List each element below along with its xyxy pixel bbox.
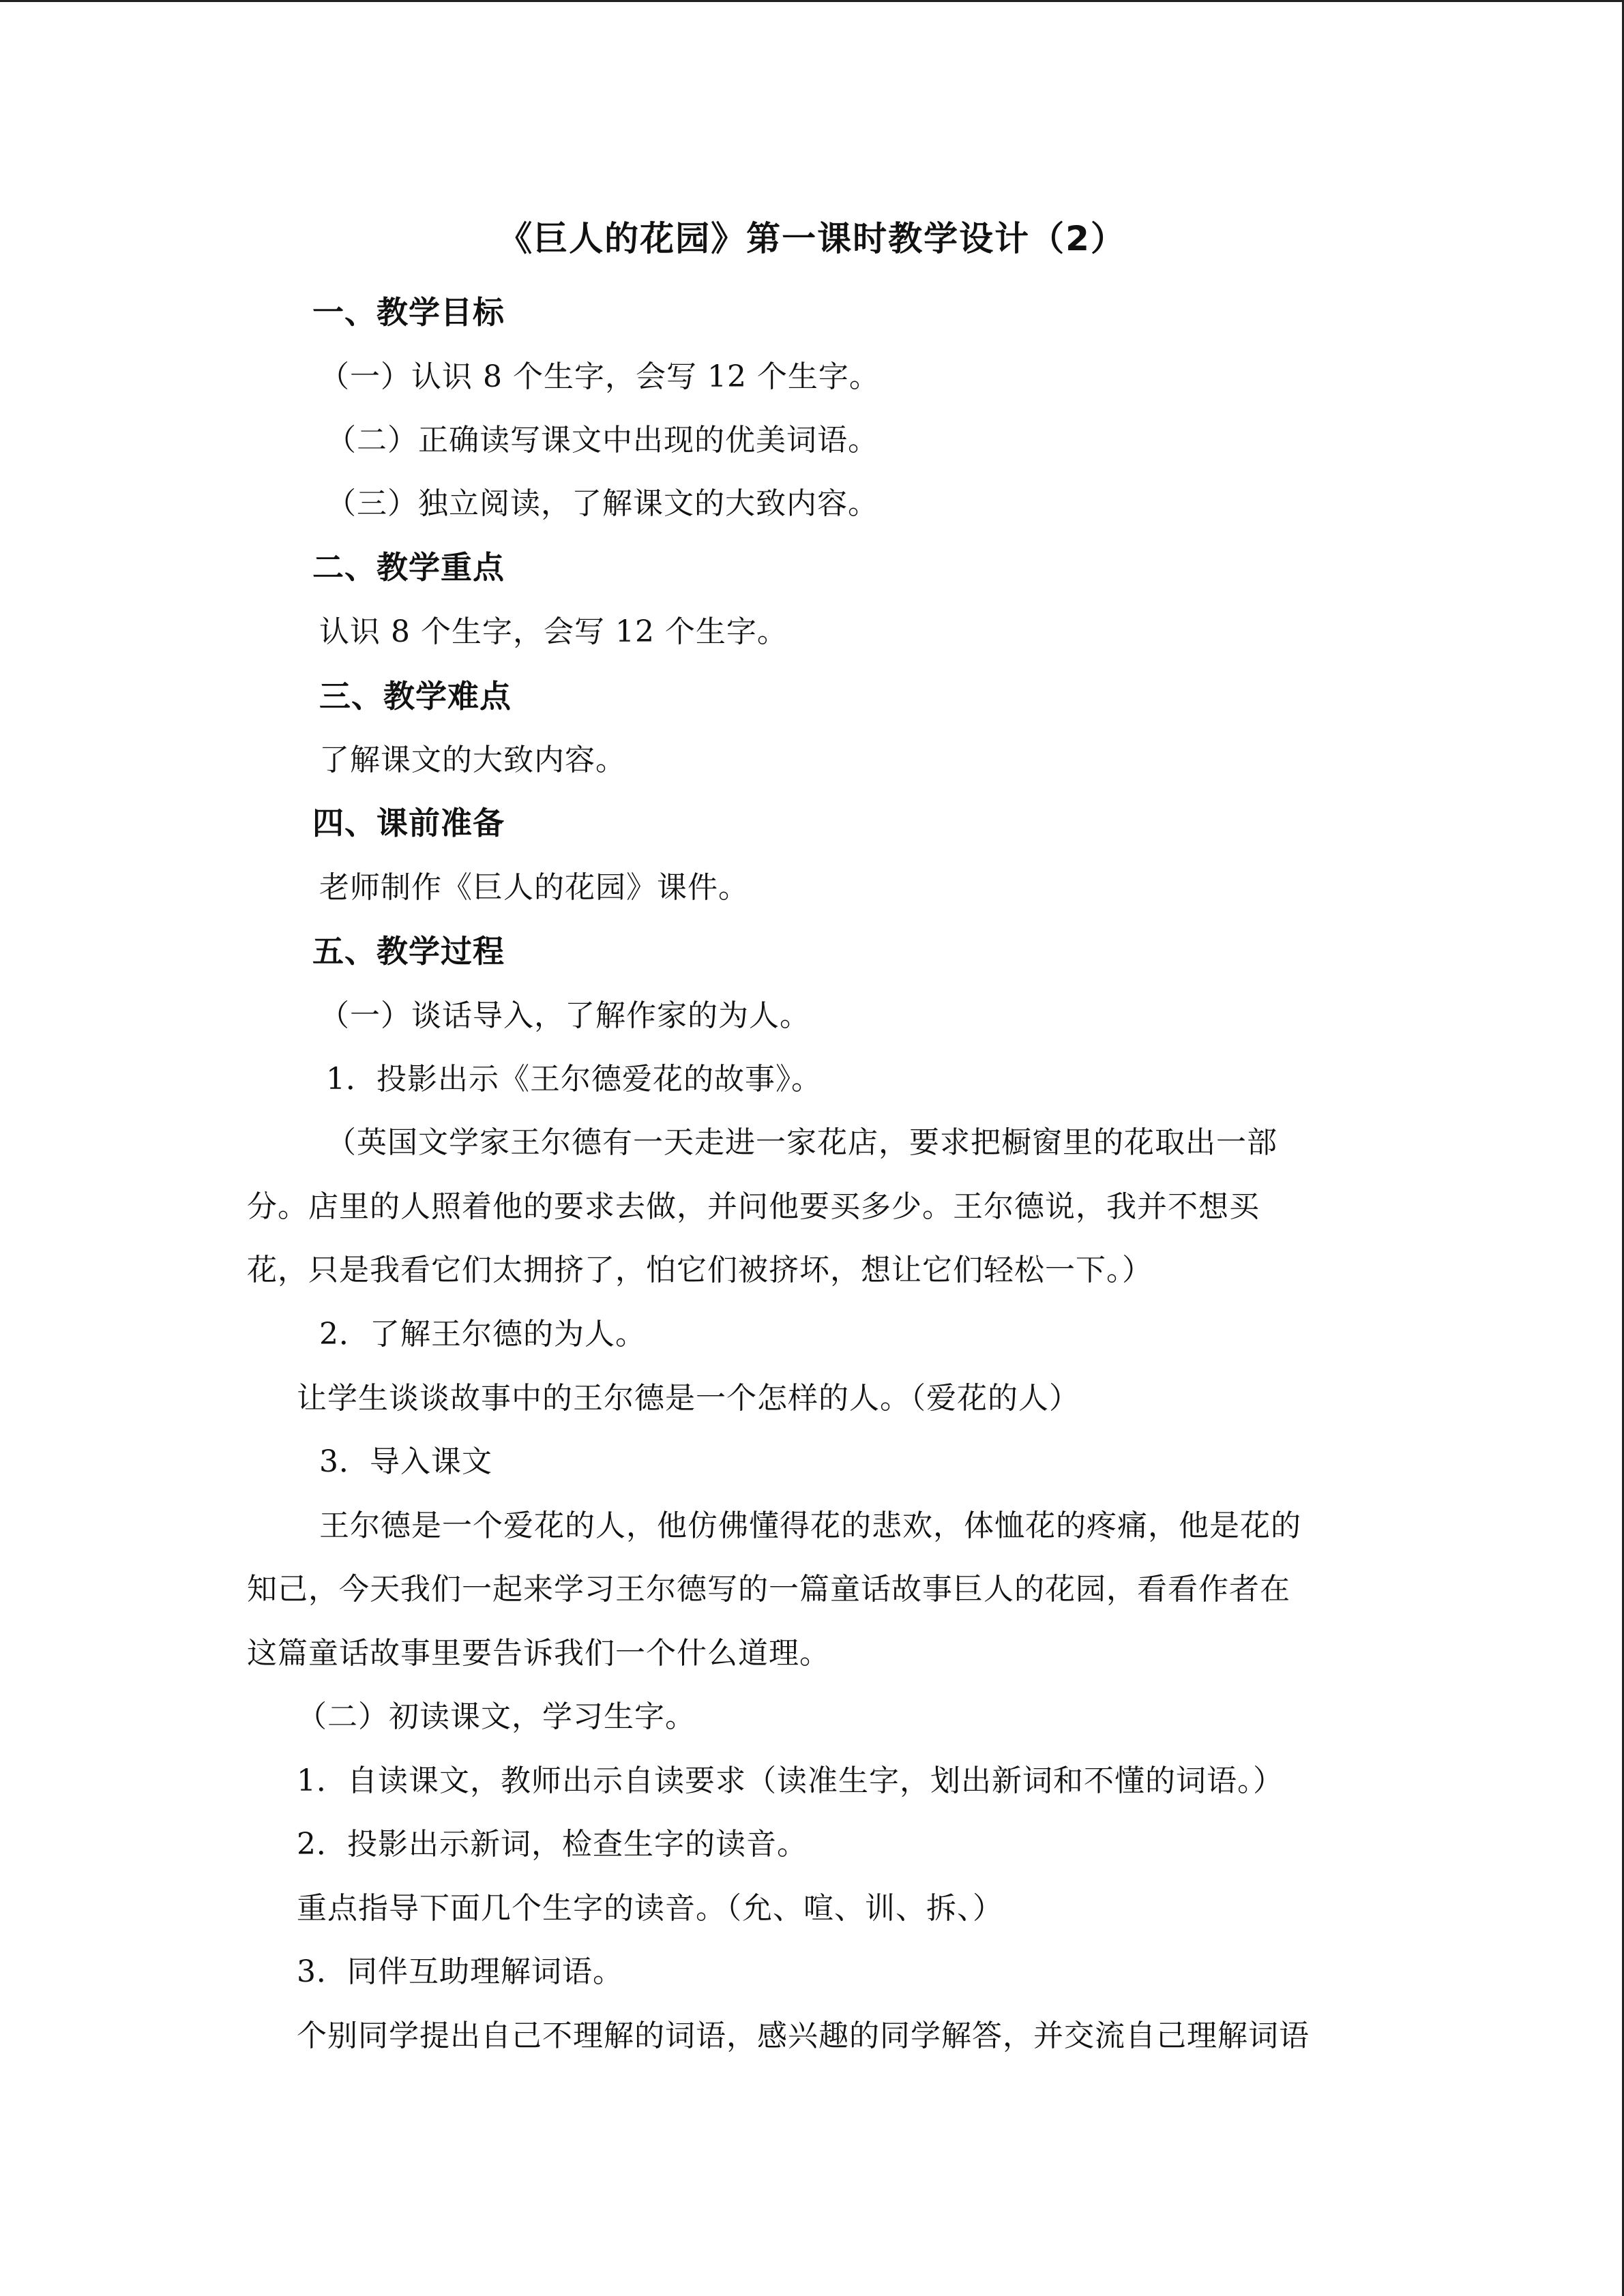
process-part2-step3: 3．同伴互助理解词语。 xyxy=(297,1954,623,1989)
process-part1-step2-text: 让学生谈谈故事中的王尔德是一个怎样的人。（爱花的人） xyxy=(297,1381,1080,1416)
intro-line-2: 知己，今天我们一起来学习王尔德写的一篇童话故事巨人的花园，看看作者在 xyxy=(247,1572,1290,1607)
page-title: 《巨人的花园》第一课时教学设计（2） xyxy=(498,219,1126,258)
process-part2-step1: 1．自读课文，教师出示自读要求（读准生字，划出新词和不懂的词语。） xyxy=(297,1763,1284,1798)
key-points-text: 认识 8 个生字，会写 12 个生字。 xyxy=(319,614,788,649)
page-border-top xyxy=(0,0,1624,2)
objective-item-3: （三）独立阅读，了解课文的大致内容。 xyxy=(326,486,879,521)
process-part2-step3-text: 个别同学提出自己不理解的词语，感兴趣的同学解答，并交流自己理解词语 xyxy=(297,2018,1310,2053)
process-part2-step2-text: 重点指导下面几个生字的读音。（允、喧、训、拆、） xyxy=(297,1891,1003,1926)
section-heading-key-points: 二、教学重点 xyxy=(312,549,505,586)
story-line-2: 分。店里的人照着他的要求去做，并问他要买多少。王尔德说，我并不想买 xyxy=(247,1189,1260,1224)
process-part1-step1: 1．投影出示《王尔德爱花的故事》。 xyxy=(326,1062,822,1097)
story-line-1: （英国文学家王尔德有一天走进一家花店，要求把橱窗里的花取出一部 xyxy=(326,1125,1278,1160)
section-heading-preparation: 四、课前准备 xyxy=(312,805,505,841)
story-line-3: 花，只是我看它们太拥挤了，怕它们被挤坏，想让它们轻松一下。） xyxy=(247,1253,1153,1287)
section-heading-objectives: 一、教学目标 xyxy=(312,294,505,331)
process-part1-step3: 3．导入课文 xyxy=(319,1444,492,1479)
intro-line-1: 王尔德是一个爱花的人，他仿佛懂得花的悲欢，体恤花的疼痛，他是花的 xyxy=(319,1508,1301,1543)
preparation-text: 老师制作《巨人的花园》课件。 xyxy=(319,870,749,905)
objective-item-2: （二）正确读写课文中出现的优美词语。 xyxy=(326,423,879,458)
process-part2-step2: 2．投影出示新词，检查生字的读音。 xyxy=(297,1827,808,1862)
objective-item-1: （一）认识 8 个生字，会写 12 个生字。 xyxy=(319,359,880,394)
process-part1-title: （一）谈话导入，了解作家的为人。 xyxy=(319,998,810,1033)
process-part1-step2: 2．了解王尔德的为人。 xyxy=(319,1317,646,1352)
process-part2-title: （二）初读课文，学习生字。 xyxy=(297,1699,696,1734)
intro-line-3: 这篇童话故事里要告诉我们一个什么道理。 xyxy=(247,1636,830,1671)
section-heading-process: 五、教学过程 xyxy=(312,933,505,970)
section-heading-difficulties: 三、教学难点 xyxy=(319,678,512,715)
difficulties-text: 了解课文的大致内容。 xyxy=(319,743,626,777)
